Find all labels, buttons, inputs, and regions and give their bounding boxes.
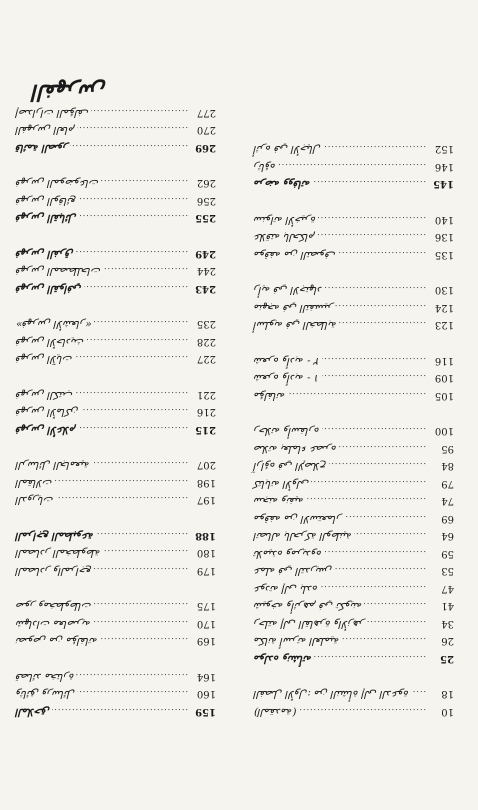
toc-page-number: 34 xyxy=(441,618,454,629)
toc-entry-title: ﺳﺠﻨﻪ ﻭﻧﻔﻴﻪ xyxy=(254,495,304,508)
toc-page-number: 175 xyxy=(196,600,216,612)
dot-leader xyxy=(364,597,426,615)
toc-entry-title: ﺷﻌﺮﻩ ﻭﺃﺩﺑﻪ - ١ xyxy=(254,372,320,385)
dot-leader xyxy=(320,580,426,598)
toc-entry-title: ﻣﻮﻟﺪﻩ ﻭﻧﺸﺄﺗﻪ xyxy=(254,653,313,665)
dot-leader xyxy=(86,333,188,351)
toc-page-number: 160 xyxy=(196,688,216,700)
toc-page-number: 270 xyxy=(196,124,216,136)
toc-entry-title: ﺭﺣﻼﺗﻪ ﻭﺃﺳﻔﺎﺭﻩ xyxy=(254,425,320,438)
toc-page-number: 140 xyxy=(434,214,454,225)
toc-page-number: 100 xyxy=(434,425,454,437)
dot-leader xyxy=(75,350,188,368)
toc-entry[interactable] xyxy=(254,597,454,615)
toc-page-number: 41 xyxy=(441,600,454,612)
toc-entry[interactable] xyxy=(16,192,216,210)
toc-entry[interactable] xyxy=(254,281,454,299)
toc-entry[interactable] xyxy=(16,703,216,721)
toc-entry-title: ﺃﺛﺮﻩ ﻓﻲ ﺍﻷﺟﻴﺎﻝ xyxy=(254,143,321,156)
toc-entry[interactable] xyxy=(254,685,454,703)
toc-page-number: 123 xyxy=(434,319,454,331)
toc-entry[interactable] xyxy=(16,491,216,509)
dot-leader xyxy=(94,315,188,333)
toc-entry[interactable] xyxy=(254,316,454,334)
toc-entry-title: ﺍﻟﻔﺼﻞ ﺍﻷﻭﻝ: ﻣﻦ ﺍﻟﻨﺸﺄﺓ ﺇﻟﻰ ﺍﻟﺪﻋﻮﺓ xyxy=(254,688,409,701)
dot-leader xyxy=(339,316,426,334)
toc-page-number: 59 xyxy=(441,548,454,559)
toc-group xyxy=(254,352,454,405)
toc-entry[interactable] xyxy=(16,174,216,192)
dot-leader xyxy=(335,299,426,317)
toc-entry-title: ﺍﻟﻤﺼﺎﺩﺭ ﺍﻟﻤﺨﻄﻮﻃﺔ xyxy=(16,547,101,560)
dot-leader xyxy=(55,474,188,492)
toc-page-number: 228 xyxy=(196,336,216,347)
dot-leader xyxy=(354,527,426,545)
toc-entry[interactable] xyxy=(254,580,454,598)
dot-leader xyxy=(334,562,426,580)
dot-leader xyxy=(324,545,426,563)
dot-leader xyxy=(103,262,188,280)
dot-leader xyxy=(278,158,426,176)
toc-page-number: 277 xyxy=(196,107,216,118)
toc-page-number: 180 xyxy=(196,547,216,559)
toc-entry-title: ﻓﻬﺮﺱ ﺍﻟﻤﻮﺿﻮﻋﺎﺕ xyxy=(16,177,100,190)
toc-entry[interactable] xyxy=(254,650,454,668)
dot-leader xyxy=(93,615,188,633)
toc-page-number: 159 xyxy=(195,706,216,717)
toc-page-number: 243 xyxy=(195,283,216,294)
toc-group xyxy=(254,281,454,334)
dot-leader xyxy=(322,369,426,387)
toc-column-left xyxy=(16,86,216,721)
toc-group xyxy=(16,245,216,298)
toc-entry-title: ﻓﻬﺮﺱ ﺍﻵﻳﺎﺕ xyxy=(16,353,73,366)
toc-group xyxy=(16,668,216,721)
toc-group xyxy=(254,422,454,667)
toc-entry-title: ﺷﻴﻮﺧﻪ ﻭﺃﺛﺮﻫﻢ ﻓﻲ ﺗﻜﻮﻳﻨﻪ xyxy=(254,600,363,613)
dot-leader xyxy=(411,685,426,703)
toc-page-number: 235 xyxy=(196,318,216,330)
toc-page-number: 197 xyxy=(196,494,216,506)
dot-leader xyxy=(341,632,426,650)
toc-entry-title: ﺁﺭﺍﺅﻩ ﻓﻲ ﺍﻹﺻﻼﺡ xyxy=(254,460,327,473)
toc-entry[interactable] xyxy=(254,632,454,650)
toc-group xyxy=(16,386,216,439)
dot-leader xyxy=(103,544,188,562)
toc-page-number: 135 xyxy=(434,249,454,260)
toc-page-number: 169 xyxy=(196,635,216,647)
toc-entry-title: ﻧﺼﻮﺹ ﻣﻦ ﻣﺆﻟﻔﺎﺗﻪ xyxy=(16,635,98,648)
toc-page-number: 269 xyxy=(195,142,216,153)
toc-entry[interactable] xyxy=(16,685,216,703)
toc-entry[interactable] xyxy=(16,315,216,333)
toc-page-number: 215 xyxy=(195,424,216,435)
toc-entry[interactable] xyxy=(16,527,216,545)
toc-page-number: 79 xyxy=(441,478,454,489)
toc-entry[interactable] xyxy=(254,211,454,229)
toc-entry-title: ﺍﻟﻤﺮﺍﺟﻊ ﺍﻟﻤﻄﺒﻮﻋﺔ xyxy=(16,530,94,542)
dot-leader xyxy=(78,192,188,210)
toc-entry[interactable] xyxy=(16,350,216,368)
toc-entry-title: ﻣﺮﺿﻪ ﻭﻭﻓﺎﺗﻪ xyxy=(254,178,311,191)
dot-leader xyxy=(76,668,188,686)
dot-leader xyxy=(322,352,426,370)
toc-entry-title: ﺍﻟﻔﻬﺮﺱ ﺍﻟﻌﺎﻡ xyxy=(16,124,76,137)
toc-entry-title: ﻓﻬﺮﺱ ﺍﻷﻋﻼﻡ xyxy=(16,424,77,436)
dot-leader xyxy=(52,703,188,721)
toc-entry[interactable] xyxy=(16,597,216,615)
dot-leader xyxy=(84,280,188,298)
toc-entry[interactable] xyxy=(254,140,454,158)
toc-entry[interactable] xyxy=(16,386,216,404)
toc-page-number: 221 xyxy=(196,389,216,400)
toc-entry[interactable] xyxy=(16,668,216,686)
toc-page-number: 198 xyxy=(196,477,216,488)
dot-leader xyxy=(77,121,188,139)
toc-group xyxy=(16,104,216,157)
toc-entry-title: ﻓﻬﺮﺱ ﺍﻟﻤﺼﻄﻠﺤﺎﺕ xyxy=(16,265,102,278)
toc-page-number: 146 xyxy=(434,161,454,172)
toc-entry[interactable] xyxy=(254,527,454,545)
dot-leader xyxy=(329,457,426,475)
toc-entry[interactable] xyxy=(254,457,454,475)
toc-entry[interactable] xyxy=(16,280,216,298)
toc-entry-title: ﺷﻌﺮﻩ ﻭﺃﺩﺑﻪ - ٢ xyxy=(254,355,320,367)
toc-page-number: 116 xyxy=(434,355,454,366)
toc-entry[interactable] xyxy=(254,175,454,193)
toc-entry-title: ﻓﻬﺮﺱ ﺍﻷﺣﺎﺩﻳﺚ xyxy=(16,336,85,348)
toc-page-number: 95 xyxy=(441,443,454,454)
toc-entry[interactable] xyxy=(16,209,216,227)
toc-group xyxy=(16,597,216,650)
toc-entry-title: ﺗﻼﻣﻴﺬﻩ ﻭﻣﺮﻳﺪﻭﻩ xyxy=(254,548,322,560)
toc-entry[interactable] xyxy=(254,545,454,563)
page-title: ﺍﻟﻔﻬﺮﺱ xyxy=(32,79,106,105)
toc-entry-title: ﻓﻬﺮﺱ ﺍﻟﻮﻗﺎﺋﻊ xyxy=(16,195,77,207)
toc-entry[interactable] xyxy=(16,632,216,650)
toc-entry-title: ﻭﺛﺎﺋﻖ ﻭﺭﺳﺎﺋﻞ xyxy=(16,688,76,701)
toc-page-number: 84 xyxy=(441,460,454,472)
toc-entry-title: ﻣﻮﻗﻔﻪ ﻣﻦ ﺍﻟﺘﺼﻮﻑ xyxy=(254,249,337,261)
toc-page-number: 47 xyxy=(441,583,454,594)
dot-leader xyxy=(77,685,188,703)
dot-leader xyxy=(323,140,426,158)
toc-column-right xyxy=(254,122,454,720)
toc-entry[interactable] xyxy=(254,422,454,440)
toc-page-number: 262 xyxy=(196,177,216,189)
toc-entry-title: ﺍﻟﻤﺼﺎﺩﺭ ﻭﺍﻟﻤﺮﺍﺟﻊ xyxy=(16,565,92,577)
toc-entry[interactable] xyxy=(16,333,216,351)
dot-leader xyxy=(76,245,189,263)
dot-leader xyxy=(78,421,188,439)
toc-group xyxy=(16,174,216,227)
dot-leader xyxy=(70,139,188,157)
toc-entry-title: «ﻓﻬﺮﺱ ﺍﻷﺷﻌﺎﺭ» xyxy=(16,318,92,331)
toc-page-number: 74 xyxy=(441,495,454,507)
toc-page-number: 130 xyxy=(434,284,454,296)
dot-leader xyxy=(318,211,426,229)
toc-entry-title: ﻣﻨﻬﺠﻪ ﻓﻲ ﺍﻟﺘﻔﺴﻴﺮ xyxy=(254,302,334,314)
dot-leader xyxy=(92,456,188,474)
toc-page-number: 64 xyxy=(441,530,454,542)
toc-entry-title: ﺍﻟﺮﺳﺎﺋﻞ ﺍﻟﺠﺎﻣﻌﻴﺔ xyxy=(16,459,90,472)
dot-leader xyxy=(314,650,426,668)
toc-entry-title: ﺃﺳﻠﻮﺑﻪ ﻓﻲ ﺍﻟﺨﻄﺎﺑﺔ xyxy=(254,319,337,332)
toc-entry[interactable] xyxy=(254,369,454,387)
toc-entry[interactable] xyxy=(16,245,216,263)
dot-leader xyxy=(344,510,426,528)
toc-entry-title: ﺭﺣﻠﺘﻪ ﺇﻟﻰ ﺍﻟﻘﺎﻫﺮﺓ ﻭﺍﻷﺯﻫﺮ xyxy=(254,618,365,630)
toc-page-number: 53 xyxy=(441,565,454,577)
toc-entry-title: ﻛﺘﺎﺑﺎﺗﻪ ﺍﻷﻭﻟﻰ xyxy=(254,478,310,490)
toc-entry-title: ﺍﻟﻤﻘﺎﻻﺕ xyxy=(16,477,53,489)
dot-leader xyxy=(94,597,188,615)
dot-leader xyxy=(322,422,426,440)
toc-page-number: 145 xyxy=(433,178,454,190)
toc-page-number: 10 xyxy=(441,706,454,717)
toc-page-number: 152 xyxy=(434,143,454,155)
toc-entry-title: ﺍﻟﻤﻼﺣﻖ xyxy=(16,706,50,718)
dot-leader xyxy=(96,527,188,545)
toc-entry[interactable] xyxy=(16,121,216,139)
toc-page-number: 207 xyxy=(196,459,216,471)
toc-group xyxy=(16,315,216,368)
toc-page-number: 109 xyxy=(434,372,454,384)
toc-entry[interactable] xyxy=(16,403,216,421)
toc-page-number: 136 xyxy=(434,231,454,243)
toc-entry[interactable] xyxy=(254,246,454,264)
toc-entry-title: ﻓﻬﺮﺱ ﺍﻟﻔﺮﻕ xyxy=(16,248,74,260)
toc-group xyxy=(16,456,216,509)
toc-entry-title: ﻓﻬﺮﺱ ﺍﻟﻘﺒﺎﺋﻞ xyxy=(16,212,77,225)
toc-entry-title: ﻓﻬﺮﺱ ﺍﻟﻘﻮﺍﻓﻲ xyxy=(16,283,82,295)
toc-entry-title: ﺷﻬﺎﺩﺍﺕ ﻣﻌﺎﺻﺮﻳﻪ xyxy=(16,618,91,630)
dot-leader xyxy=(338,246,426,264)
toc-entry[interactable] xyxy=(254,492,454,510)
dot-leader xyxy=(101,174,188,192)
toc-entry-title: ﻋﻤﻠﻪ ﻓﻲ ﺍﻟﺘﺪﺭﻳﺲ xyxy=(254,565,333,578)
dot-leader xyxy=(287,387,426,405)
toc-entry-title: ﻣﻮﻗﻔﻪ ﻣﻦ ﺍﻻﺳﺘﻌﻤﺎﺭ xyxy=(254,513,342,525)
toc-page-number: 249 xyxy=(195,248,216,259)
toc-entry-title: ﻗﺼﺎﺋﺪ ﻣﺨﺘﺎﺭﺓ xyxy=(16,671,75,683)
toc-entry[interactable] xyxy=(254,158,454,176)
toc-entry[interactable] xyxy=(16,104,216,122)
toc-page-number: 244 xyxy=(196,265,216,277)
toc-page-number: 26 xyxy=(441,635,454,647)
toc-entry[interactable] xyxy=(254,510,454,528)
toc-page-number: 179 xyxy=(196,565,216,576)
toc-page-number: 170 xyxy=(196,618,216,629)
toc-page-number: 124 xyxy=(434,302,454,313)
toc-entry-title: ﺍﺗﺼﺎﻟﻪ ﺑﺎﻟﺤﺮﻛﺔ ﺍﻟﻮﻃﻨﻴﺔ xyxy=(254,530,353,543)
toc-entry[interactable] xyxy=(16,262,216,280)
toc-entry[interactable] xyxy=(254,440,454,458)
toc-entry-title: ﺳﻨﻮﺍﺗﻪ ﺍﻷﺧﻴﺮﺓ xyxy=(254,214,317,226)
toc-page-number: 256 xyxy=(196,195,216,206)
toc-entry-title: ﻣﺆﻟﻔﺎﺗﻪ xyxy=(254,390,286,402)
dot-leader xyxy=(100,632,188,650)
toc-entry-title: ﺇﺻﺪﺍﺭﺍﺕ ﺍﻟﻤﺆﻟﻒ xyxy=(16,107,90,119)
toc-entry-title: ﺭﺛﺎﺅﻩ xyxy=(254,161,276,173)
toc-entry[interactable] xyxy=(16,474,216,492)
toc-page-number: 18 xyxy=(441,688,454,700)
toc-entry[interactable] xyxy=(254,615,454,633)
dot-leader xyxy=(317,228,426,246)
toc-entry[interactable] xyxy=(16,562,216,580)
toc-page-number: 255 xyxy=(195,212,216,224)
toc-entry-title: ﻣﻜﺎﻧﺔ ﺃﺳﺮﺗﻪ ﺍﻟﻌﻠﻤﻴﺔ xyxy=(254,635,340,648)
dot-leader xyxy=(313,175,426,193)
dot-leader xyxy=(94,562,188,580)
dot-leader xyxy=(311,475,426,493)
toc-page-number: 69 xyxy=(441,513,454,524)
dot-leader xyxy=(56,491,188,509)
toc-page-number: 164 xyxy=(196,671,216,682)
toc-entry[interactable] xyxy=(16,421,216,439)
toc-entry-title: ﻓﻬﺮﺱ ﺍﻟﻜﺘﺐ xyxy=(16,389,74,401)
dot-leader xyxy=(75,386,188,404)
dot-leader xyxy=(81,403,188,421)
toc-group xyxy=(254,140,454,193)
toc-page-number: 188 xyxy=(195,530,216,541)
toc-entry[interactable] xyxy=(16,615,216,633)
dot-leader xyxy=(339,440,426,458)
toc-entry-title: ﺻﻮﺭ ﻭﻣﺨﻄﻮﻃﺎﺕ xyxy=(16,600,92,613)
toc-entry[interactable] xyxy=(254,299,454,317)
dot-leader xyxy=(91,104,188,122)
toc-entry[interactable] xyxy=(254,228,454,246)
toc-entry[interactable] xyxy=(254,703,454,721)
toc-entry-title: ﺭﺃﻳﻪ ﻓﻲ ﺍﻻﺟﺘﻬﺎﺩ xyxy=(254,284,323,297)
toc-entry-title: ﺻﻼﺗﻪ ﺑﻌﻠﻤﺎﺀ ﻋﺼﺮﻩ xyxy=(254,443,337,455)
toc-entry-title: (ﺍﻟﻤﻘﺪﻣﺔ) xyxy=(254,706,297,718)
toc-page-number: 216 xyxy=(196,406,216,418)
toc-entry[interactable] xyxy=(254,387,454,405)
toc-entry[interactable] xyxy=(16,456,216,474)
toc-entry-title: ﻋﻼﻗﺘﻪ ﺑﺎﻟﺤﻜﺎﻡ xyxy=(254,231,316,244)
toc-entry[interactable] xyxy=(16,139,216,157)
toc-page-number: 227 xyxy=(196,353,216,365)
dot-leader xyxy=(324,281,426,299)
dot-leader xyxy=(298,703,426,721)
toc-entry[interactable] xyxy=(254,562,454,580)
toc-group xyxy=(254,685,454,720)
toc-group xyxy=(254,211,454,264)
dot-leader xyxy=(306,492,426,510)
dot-leader xyxy=(79,209,188,227)
dot-leader xyxy=(367,615,426,633)
toc-entry-title: ﻓﻬﺮﺱ ﺍﻷﻣﺎﻛﻦ xyxy=(16,406,79,419)
toc-entry-title: ﻗﺎﺋﻤﺔ ﺍﻟﺼﻮﺭ xyxy=(16,142,69,154)
toc-page-number: 105 xyxy=(434,390,454,401)
toc-entry[interactable] xyxy=(16,544,216,562)
toc-page-number: 25 xyxy=(440,653,454,664)
toc-entry-title: ﺍﻟﺪﻭﺭﻳﺎﺕ xyxy=(16,494,54,507)
toc-group xyxy=(16,527,216,580)
toc-entry[interactable] xyxy=(254,475,454,493)
toc-entry[interactable] xyxy=(254,352,454,370)
toc-entry-title: ﻋﻮﺩﺗﻪ ﺇﻟﻰ ﺑﻠﺪﻩ xyxy=(254,583,318,595)
